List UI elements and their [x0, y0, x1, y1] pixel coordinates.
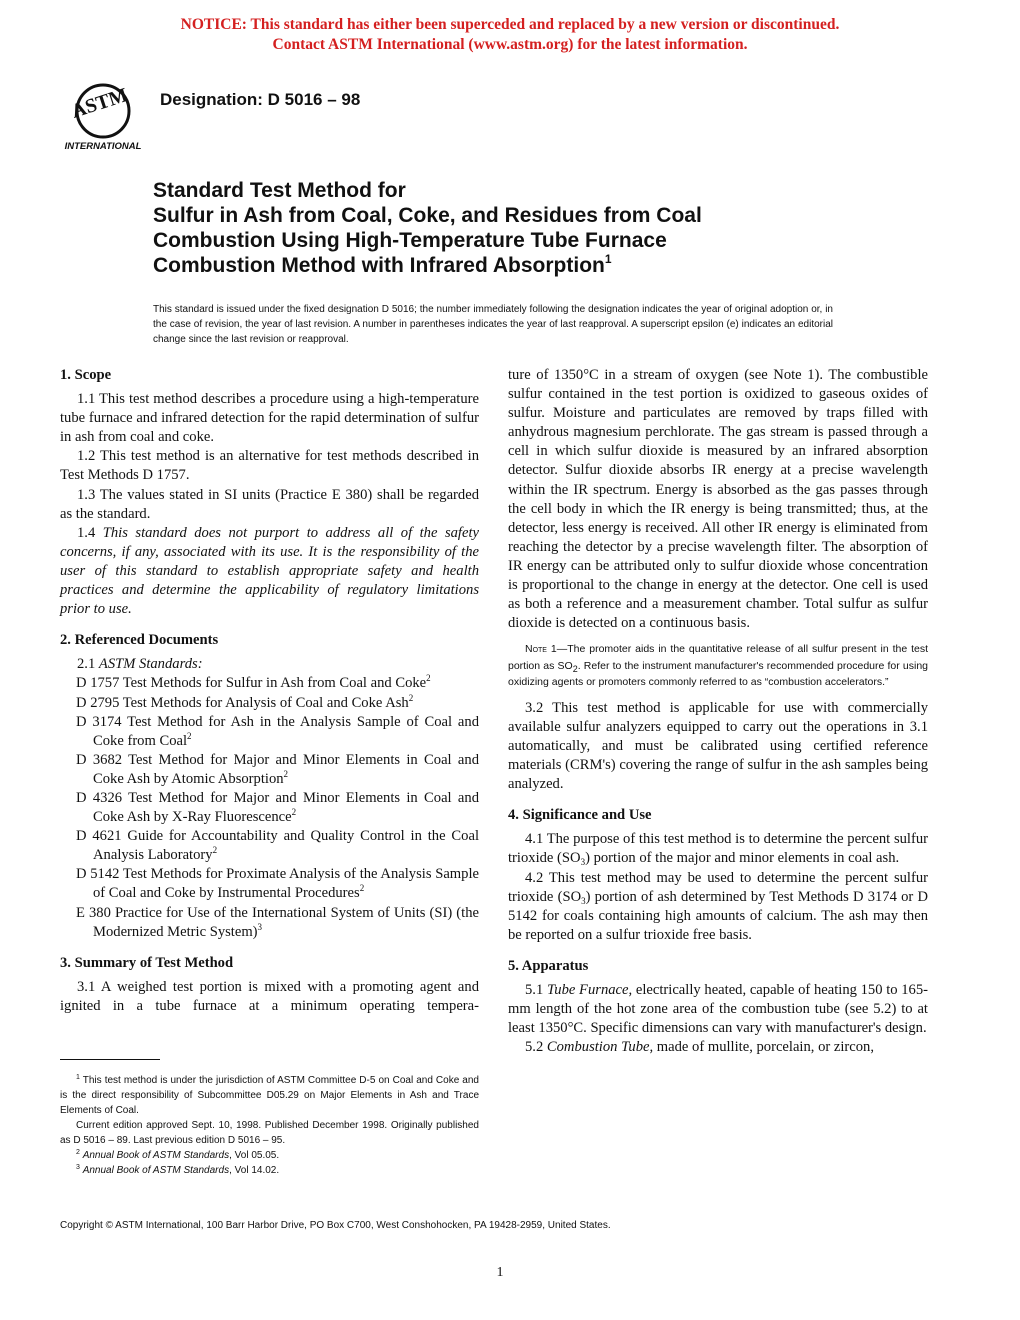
ref-item	[60, 789, 479, 827]
ref-item-sup: 2	[426, 673, 431, 684]
notice-line-1: NOTICE: This standard has either been superceded and replaced by a new version or discontinued.	[180, 16, 840, 33]
ref-item-text: E 380 Practice for Use of the International System of Units (SI) (the Modernized Metric System)	[76, 904, 479, 940]
apparatus-5-1-term: Tube Furnace,	[546, 982, 633, 999]
footnote-divider	[60, 1059, 160, 1060]
summary-heading: 3. Summary of Test Method	[60, 954, 234, 971]
title-line-3: Combustion Using High-Temperature Tube Furnace	[153, 229, 667, 252]
apparatus-5-2-num: 5.2	[525, 1039, 544, 1056]
note-1-text-a: —The promoter aids in the quantitative release of all sulfur present in the test portion as SO	[508, 643, 929, 672]
page-number: 1	[496, 1265, 504, 1280]
scope-1-3: 1.3 The values stated in SI units (Practice E 380) shall be regarded as the standard.	[60, 486, 479, 522]
footnote-2-book: Annual Book of ASTM Standards	[82, 1150, 230, 1161]
ref-item	[60, 827, 479, 865]
footnote-1a	[60, 1073, 479, 1118]
designation: Designation: D 5016 – 98	[160, 90, 361, 109]
apparatus-5-1	[508, 981, 928, 1038]
title-line-1: Standard Test Method for	[153, 179, 406, 202]
significance-4-2-sub: 3	[581, 895, 586, 906]
footnote-2-mark: 2	[76, 1149, 80, 1156]
note-1	[508, 641, 928, 691]
ref-item-sup: 2	[212, 845, 218, 856]
significance-4-2	[508, 869, 928, 945]
significance-4-2-b: ) portion of ash determined by Test Methods D 3174 or D 5142 for coals containing high amounts of calcium. The ash may then be reported on a sulfur trioxide free basis.	[508, 888, 928, 943]
ref-item-sup: 2	[359, 883, 365, 894]
summary-3-1-part2: ture of 1350°C in a stream of oxygen (see Note 1). The combustible sulfur contained in the test portion is oxidized to gaseous oxides of sulfur. Moisture and particulates are removed by traps filled with anhydrous magnesium perchlorate. The gas stream is passed through a cell in which sulfur dioxide is measured by an infrared absorption detector. Sulfur dioxide absorbs IR energy at a precise wavelength within the IR spectrum. Energy is absorbed as the gas passes through the cell body in which the IR energy is being transmitted; thus, at the detector, less energy is received. All other IR energy is eliminated from reaching the detector by a precise wavelength filter. The absorption of IR energy can be attributed only to sulfur dioxide whose concentration is proportional to the change in energy at the detector. One cell is used as both a reference and a measurement chamber. Total sulfur as sulfur dioxide is detected on a continuous basis.	[508, 367, 928, 632]
title-footnote-ref: 1	[604, 252, 612, 266]
notice-banner	[0, 15, 1020, 55]
left-column	[60, 366, 479, 1016]
footnote-3-vol: , Vol 14.02.	[229, 1165, 280, 1176]
referenced-heading: 2. Referenced Documents	[60, 632, 219, 649]
summary-3-2: 3.2 This test method is applicable for use with commercially available sulfur analyzers equipped to carry out the operations in 3.1 automatically, and must be calibrated using certified reference materials (CRM's) covering the range of sulfur in the ash samples being analyzed.	[508, 699, 928, 793]
ref-item-sup: 2	[408, 692, 414, 703]
ref-item-sup: 3	[257, 921, 263, 932]
notice-line-2: Contact ASTM International (www.astm.org) for the latest information.	[272, 36, 748, 53]
ref-item	[60, 694, 479, 713]
footnote-3	[60, 1163, 479, 1178]
astm-logo-icon	[60, 78, 146, 154]
copyright: Copyright © ASTM International, 100 Barr Harbor Drive, PO Box C700, West Conshohocken, PA 19428-2959, United States.	[60, 1220, 611, 1231]
ref-item	[60, 904, 479, 942]
significance-4-1	[508, 830, 928, 868]
apparatus-5-2-term: Combustion Tube,	[546, 1039, 654, 1056]
footnote-2	[60, 1148, 479, 1163]
footnote-3-mark: 3	[76, 1164, 80, 1171]
ref-item	[60, 674, 479, 693]
footnote-3-book: Annual Book of ASTM Standards	[82, 1165, 230, 1176]
significance-heading: 4. Significance and Use	[508, 807, 652, 824]
ref-item-text: D 4326 Test Method for Major and Minor Elements in Coal and Coke Ash by X-Ray Fluorescence	[76, 789, 479, 826]
issued-statement: This standard is issued under the fixed designation D 5016; the number immediately following the designation indicates the year of original adoption or, in the case of revision, the year of last revision. A number in parentheses indicates the year of last reapproval. A superscript epsilon (e) indicates an editorial change since the last revision or reapproval.	[153, 304, 833, 345]
ref-item-sup: 2	[187, 730, 192, 741]
scope-1-2: 1.2 This test method is an alternative for test methods described in Test Methods D 1757.	[60, 448, 479, 484]
apparatus-5-1-text: electrically heated, capable of heating 150 to 165-mm length of the hot zone area of the combustion tube (see 5.2) to at least 1350°C. Specific dimensions can vary with manufacturer's design.	[508, 982, 929, 1037]
significance-4-2-a: 4.2 This test method may be used to determine the percent sulfur trioxide (SO	[508, 869, 928, 905]
ref-item-text: D 3682 Test Method for Major and Minor Elements in Coal and Coke Ash by Atomic Absorption	[76, 751, 479, 787]
significance-4-1-sub: 3	[580, 857, 586, 868]
footnote-2-vol: , Vol 05.05.	[229, 1150, 280, 1161]
summary-3-1-part1: 3.1 A weighed test portion is mixed with a promoting agent and ignited in a tube furnace at a minimum operating tempera-	[60, 978, 479, 1014]
ref-item-sup: 2	[283, 768, 289, 779]
significance-4-1-a: 4.1 The purpose of this test method is to determine the percent sulfur trioxide (SO	[508, 831, 928, 867]
footnotes	[60, 1073, 479, 1178]
footnote-1a-text: This test method is under the jurisdiction of ASTM Committee D-5 on Coal and Coke and is the direct responsibility of Subcommittee D05.29 on Major Elements in Ash and Trace Elements of Coal.	[60, 1075, 479, 1116]
scope-1-4	[60, 524, 479, 619]
referenced-2-1-label: ASTM Standards:	[98, 656, 203, 673]
scope-1-1: 1.1 This test method describes a procedure using a high-temperature tube furnace and infrared detection for the rapid determination of sulfur in ash from coal and coke.	[60, 391, 479, 446]
scope-heading: 1. Scope	[60, 367, 112, 383]
apparatus-5-2	[508, 1038, 928, 1057]
note-1-sub: 2	[572, 663, 578, 674]
footnote-1b: Current edition approved Sept. 10, 1998. Published December 1998. Originally published as D 5016 – 89. Last previous edition D 5016 – 95.	[60, 1120, 479, 1146]
ref-item	[60, 751, 479, 789]
note-1-text-b: . Refer to the instrument manufacturer's recommended procedure for using oxidizing agents or promoters commonly referred to as “combustion accelerators.”	[508, 659, 929, 689]
referenced-2-1	[60, 655, 479, 674]
ref-item-text: D 4621 Guide for Accountability and Quality Control in the Coal Analysis Laboratory	[76, 828, 479, 864]
apparatus-heading: 5. Apparatus	[508, 957, 589, 974]
ref-item-text: D 5142 Test Methods for Proximate Analysis of the Analysis Sample of Coal and Coke by Instrumental Procedures	[76, 866, 479, 902]
title-line-2: Sulfur in Ash from Coal, Coke, and Residues from Coal	[153, 204, 702, 227]
ref-item-text: D 2795 Test Methods for Analysis of Coal and Coke Ash	[76, 694, 409, 711]
significance-4-1-b: ) portion of the major and minor elements in coal ash.	[585, 850, 900, 867]
note-1-label: Note 1	[525, 643, 557, 656]
logo-letters: ASTM	[68, 83, 131, 123]
scope-1-4-text: This standard does not purport to address all of the safety concerns, if any, associated with its use. It is the responsibility of the user of this standard to establish appropriate safety and health practices and determine the applicability of regulatory limitations prior to use.	[60, 524, 479, 618]
ref-item-sup: 2	[291, 807, 297, 818]
apparatus-5-1-num: 5.1	[525, 982, 544, 999]
apparatus-5-2-text: made of mullite, porcelain, or zircon,	[656, 1039, 875, 1056]
referenced-2-1-num: 2.1	[77, 656, 96, 673]
ref-item-text: D 3174 Test Method for Ash in the Analysis Sample of Coal and Coke from Coal	[76, 713, 479, 749]
ref-item-text: D 1757 Test Methods for Sulfur in Ash from Coal and Coke	[76, 675, 427, 692]
logo-org: INTERNATIONAL	[64, 141, 142, 152]
title-line-4: Combustion Method with Infrared Absorption	[153, 254, 605, 277]
footnote-1-mark: 1	[76, 1074, 80, 1081]
ref-item	[60, 865, 479, 903]
scope-1-4-num: 1.4	[77, 524, 96, 541]
right-column	[508, 366, 928, 1057]
ref-item	[60, 713, 479, 751]
document-title	[153, 178, 853, 278]
